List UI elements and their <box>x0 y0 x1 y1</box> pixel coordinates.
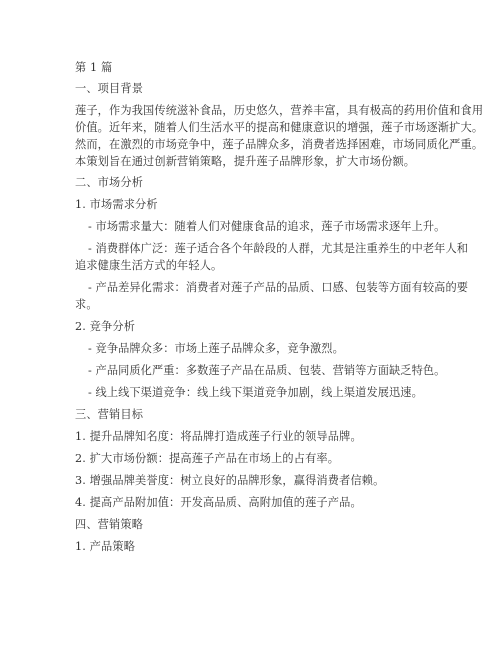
bullet-competing-brands: - 竞争品牌众多：市场上莲子品牌众多，竞争激烈。 <box>88 342 344 355</box>
bullet-channel-competition: - 线上线下渠道竞争：线上线下渠道竞争加剧，线上渠道发展迅速。 <box>88 386 423 399</box>
paragraph-line: 价值。近年来，随着人们生活水平的提高和健康意识的增强，莲子市场逐渐扩大。 <box>75 121 484 134</box>
bullet-differentiation: - 产品差异化需求：消费者对莲子产品的品质、口感、包装等方面有较高的要 <box>88 281 469 294</box>
subsection-heading-demand: 1. 市场需求分析 <box>75 198 158 211</box>
bullet-homogeneity: - 产品同质化严重：多数莲子产品在品质、包装、营销等方面缺乏特色。 <box>88 364 446 377</box>
paragraph-line: 然而，在激烈的市场竞争中，莲子品牌众多，消费者选择困难，市场同质化严重。 <box>75 138 484 151</box>
section-heading-market-analysis: 二、市场分析 <box>75 176 144 189</box>
bullet-consumer-group-cont: 追求健康生活方式的年轻人。 <box>75 259 223 272</box>
chapter-title: 第 1 篇 <box>75 61 113 74</box>
bullet-demand-volume: - 市场需求量大：随着人们对健康食品的追求，莲子市场需求逐年上升。 <box>88 220 446 233</box>
section-heading-marketing-goals: 三、营销目标 <box>75 408 144 421</box>
goal-item: 1. 提升品牌知名度：将品牌打造成莲子行业的领导品牌。 <box>75 430 362 443</box>
paragraph-line: 莲子，作为我国传统滋补食品，历史悠久，营养丰富，具有极高的药用价值和食用 <box>75 104 484 117</box>
subsection-heading-competition: 2. 竞争分析 <box>75 320 136 333</box>
subsection-heading-product-strategy: 1. 产品策略 <box>75 540 136 553</box>
goal-item: 3. 增强品牌美誉度：树立良好的品牌形象，赢得消费者信赖。 <box>75 474 385 487</box>
section-heading-marketing-strategy: 四、营销策略 <box>75 518 144 531</box>
bullet-consumer-group: - 消费群体广泛：莲子适合各个年龄段的人群，尤其是注重养生的中老年人和 <box>88 242 469 255</box>
goal-item: 2. 扩大市场份额：提高莲子产品在市场上的占有率。 <box>75 452 340 465</box>
bullet-differentiation-cont: 求。 <box>75 298 98 311</box>
paragraph-line: 本策划旨在通过创新营销策略，提升莲子品牌形象，扩大市场份额。 <box>75 155 416 168</box>
goal-item: 4. 提高产品附加值：开发高品质、高附加值的莲子产品。 <box>75 496 362 509</box>
section-heading-background: 一、项目背景 <box>75 82 144 95</box>
